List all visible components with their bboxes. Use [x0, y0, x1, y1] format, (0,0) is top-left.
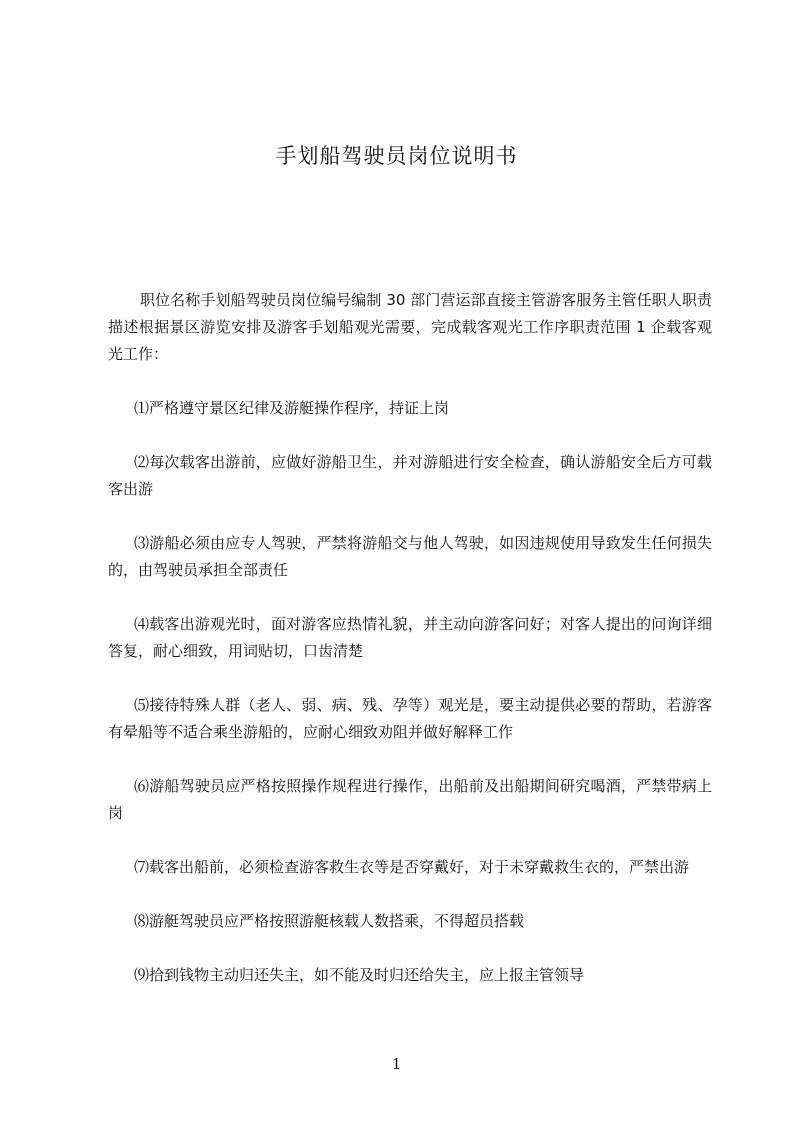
- intro-paragraph: 职位名称手划船驾驶员岗位编号编制 30 部门营运部直接主管游客服务主管任职人职责描述根据景区游览安排及游客手划船观光需要，完成载客观光工作序职责范围 1 企载客观光工作：: [108, 291, 712, 363]
- duty-item-4: ⑷载客出游观光时，面对游客应热情礼貌，并主动向游客问好；对客人提出的问询详细答复，耐心细致，用词贴切，口齿清楚: [108, 615, 712, 660]
- document-title: 手划船驾驶员岗位说明书: [275, 144, 518, 168]
- duty-item-2: ⑵每次载客出游前，应做好游船卫生，并对游船进行安全检查，确认游船安全后方可载客出游: [108, 453, 712, 498]
- duty-item-8: ⑻游艇驾驶员应严格按照游艇核载人数搭乘，不得超员搭载: [134, 912, 525, 930]
- duty-item-1: ⑴严格遵守景区纪律及游艇操作程序，持证上岗: [134, 399, 450, 417]
- duty-item-3: ⑶游船必须由应专人驾驶，严禁将游船交与他人驾驶，如因违规使用导致发生任何损失的，由驾驶员承担全部责任: [108, 534, 712, 579]
- duty-item-5: ⑸接待特殊人群（老人、弱、病、残、孕等）观光是，要主动提供必要的帮助，若游客有晕船等不适合乘坐游船的，应耐心细致劝阻并做好解释工作: [108, 696, 712, 741]
- duty-item-7: ⑺载客出船前，必须检查游客救生衣等是否穿戴好，对于未穿戴救生衣的，严禁出游: [134, 858, 690, 876]
- page-number: 1: [391, 1055, 402, 1073]
- duty-item-9: ⑼拾到钱物主动归还失主，如不能及时归还给失主，应上报主管领导: [134, 966, 585, 984]
- document-body: [108, 287, 712, 989]
- duty-item-6: ⑹游船驾驶员应严格按照操作规程进行操作，出船前及出船期间研究喝酒，严禁带病上岗: [108, 777, 712, 822]
